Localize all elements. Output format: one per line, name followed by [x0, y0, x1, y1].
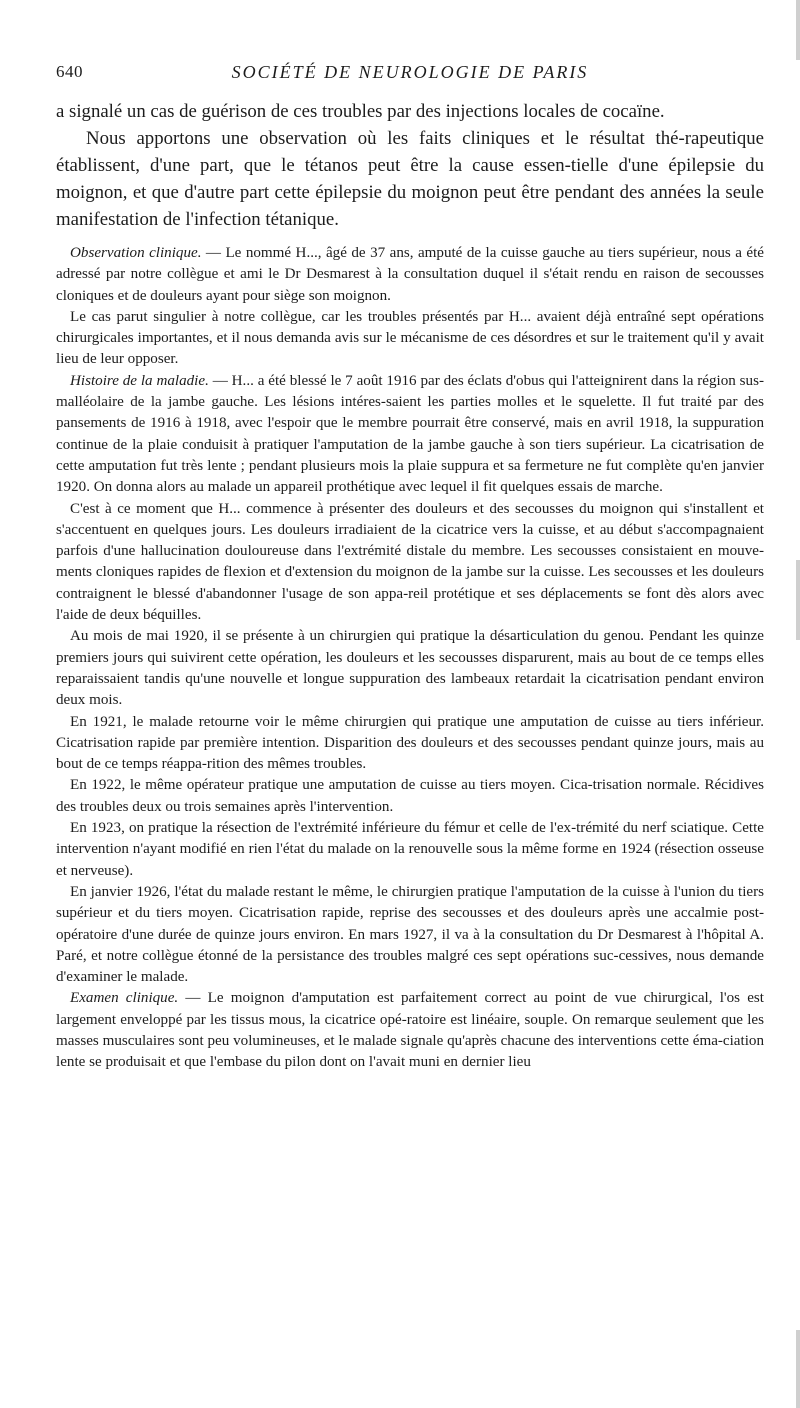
observation-text [56, 243, 764, 1074]
paragraph-text: C'est à ce moment que H... commence à présenter des douleurs et des secousses du moignon qui s'installent et s'accentuent en quelques jours. Les douleurs irradiaient de la cicatrice vers la cuisse, et au début s'accompagnaient parfois d'une hallucination douloureuse dans l'extrémité distale du membre. Les secousses consistaient en mouve-ments cloniques rapides de flexion et d'extension du moignon de la jambe sur la cuisse. Les secousses et les douleurs contraignent le blessé d'abandonner l'usage de son appa-reil protétique et ses déplacements se font dès alors avec l'aide de deux béquilles. [56, 500, 764, 624]
section-lead: Observation clinique. [70, 245, 202, 261]
paragraph [56, 243, 764, 307]
paragraph-text: — Le moignon d'amputation est parfaitement correct au point de vue chirurgical, l'os est largement enveloppé par les tissus mous, la cicatrice opé-ratoire est linéaire, souple. On remarque seulement que les masses musculaires sont peu volumineuses, et le malade signale qu'après chacune des interventions cette éma-ciation lente se produisait et que l'embase du pilon dont on l'avait muni en dernier lieu [56, 990, 764, 1071]
section-lead: Histoire de la maladie. [70, 372, 209, 389]
paragraph [56, 712, 764, 776]
paragraph-text: En 1922, le même opérateur pratique une amputation de cuisse au tiers moyen. Cica-trisation normale. Récidives des troubles deux ou trois semaines après l'intervention. [56, 777, 764, 815]
paragraph-text: Le cas parut singulier à notre collègue, car les troubles présentés par H... avaient déjà entraîné sept opérations chirurgicales importantes, et il nous demanda avis sur le mécanisme de ces désordres et sur le traitement qu'il y avait lieu de leur opposer. [56, 308, 764, 368]
paragraph: Nous apportons une observation où les faits cliniques et le résultat thé-rapeutique établissent, d'une part, que le tétanos peut être la cause essen-tielle d'une épilepsie du moignon, et que d'autre part cette épilepsie du moignon peut être pendant des années la seule manifestation de l'infection tétanique. [56, 128, 764, 230]
document-page [56, 62, 764, 1074]
section-lead: Examen clinique. [70, 990, 179, 1007]
page-edge-shadow [796, 0, 800, 60]
running-title: SOCIÉTÉ DE NEUROLOGIE DE PARIS [231, 62, 589, 82]
paragraph-text: — H... a été blessé le 7 août 1916 par des éclats d'obus qui l'atteignirent dans la région sus-malléolaire de la jambe gauche. Les lésions intéres-saient les parties molles et le squelette. Il fut traité par des pansements de 1916 à 1918, avec l'espoir que le membre pourrait être conservé, mais en avril 1918, la suppuration continue de la plaie conduisit à pratiquer l'amputation de la jambe gauche à son tiers supérieur. La cicatrisation de cette amputation fut très lente ; pendant plusieurs mois la plaie suppura et sa fermeture ne fut complète qu'en janvier 1920. On donna alors au malade un appareil prothétique avec lequel il fit quelques essais de marche. [56, 372, 764, 496]
paragraph-text: Au mois de mai 1920, il se présente à un chirurgien qui pratique la désarticulation du genou. Pendant les quinze premiers jours qui suivirent cette opération, les douleurs et les secousses disparurent, mais au bout de ce temps elles reparaissaient tandis qu'une nouvelle et longue suppuration des lambeaux retardait la cicatrisation pendant environ deux mois. [56, 628, 764, 709]
paragraph-text: En 1923, on pratique la résection de l'extrémité inférieure du fémur et celle de l'ex-trémité du nerf sciatique. Cette intervention n'ayant modifié en rien l'état du malade on la renouvelle sous la même forme en 1924 (résection osseuse et nerveuse). [56, 820, 764, 879]
main-text [56, 98, 764, 233]
paragraph [56, 626, 764, 711]
paragraph [56, 499, 764, 627]
paragraph [56, 775, 764, 818]
paragraph-text: En janvier 1926, l'état du malade restant le même, le chirurgien pratique l'amputation de la cuisse à l'union du tiers supérieur et du tiers moyen. Cicatrisation rapide, reprise des secousses et des douleurs après une accalmie post-opératoire d'une durée de quinze jours environ. En mars 1927, il va à la consultation du Dr Desmarest à l'hôpital A. Paré, et notre collègue étonné de la persistance des troubles malgré ces sept opérations suc-cessives, nous demande d'examiner le malade. [56, 883, 764, 986]
paragraph [56, 307, 764, 371]
paragraph [56, 988, 764, 1073]
page-header [56, 62, 764, 92]
paragraph: a signalé un cas de guérison de ces troubles par des injections locales de cocaïne. [56, 101, 665, 122]
paragraph [56, 371, 764, 499]
paragraph [56, 882, 764, 988]
page-edge-shadow [796, 1330, 800, 1408]
paragraph-text: — Le nommé H..., âgé de 37 ans, amputé de la cuisse gauche au tiers supérieur, nous a été adressé par notre collègue et ami le Dr Desmarest à la consultation duquel il s'était rendu en raison de secousses cloniques et de douleurs ayant pour siège son moignon. [56, 245, 764, 304]
paragraph [56, 818, 764, 882]
page-number: 640 [56, 62, 83, 81]
page-edge-shadow [796, 560, 800, 640]
paragraph-text: En 1921, le malade retourne voir le même chirurgien qui pratique une amputation de cuisse au tiers inférieur. Cicatrisation rapide par première intention. Disparition des douleurs et des secousses pendant quinze jours, mais au bout de ce temps réappa-rition des mêmes troubles. [56, 713, 764, 773]
